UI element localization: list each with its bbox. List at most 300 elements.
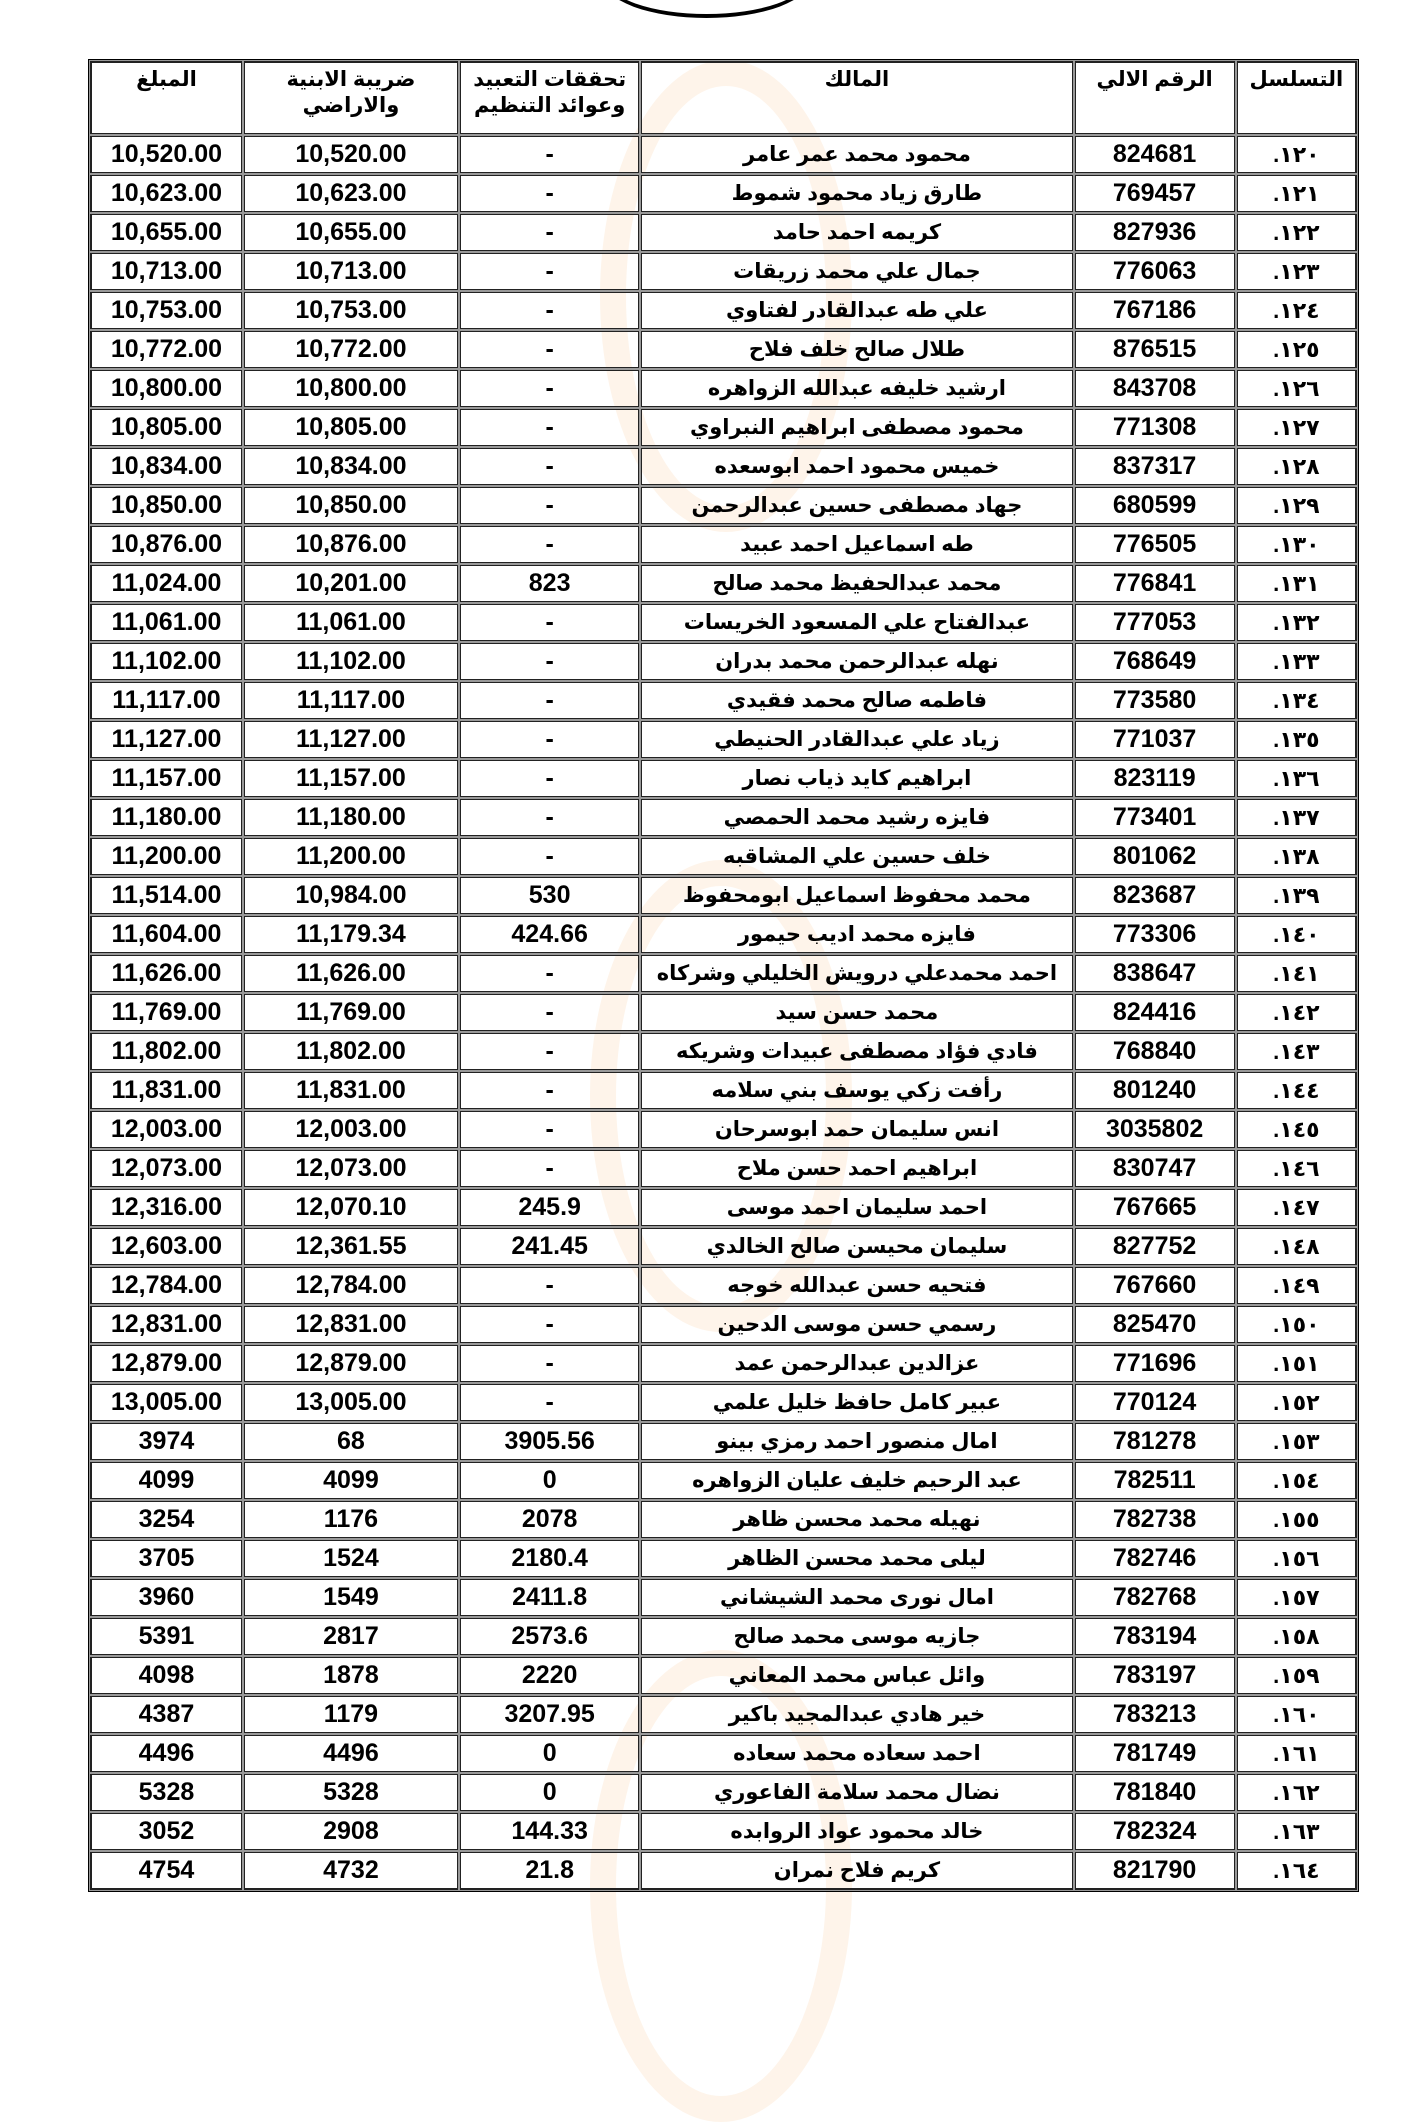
amount-cell: 10,713.00 [90,252,243,291]
table-row [90,174,1357,213]
table-row [90,525,1357,564]
tax-cell: 4732 [243,1851,459,1890]
tax-cell: 11,102.00 [243,642,459,681]
fees-cell: - [459,993,640,1032]
id-cell: 773580 [1074,681,1236,720]
fees-cell: - [459,486,640,525]
tax-cell: 12,003.00 [243,1110,459,1149]
amount-cell: 13,005.00 [90,1383,243,1422]
serial-cell: .١٦٢ [1236,1773,1357,1812]
fees-cell: 2078 [459,1500,640,1539]
amount-cell: 12,316.00 [90,1188,243,1227]
tax-cell: 11,769.00 [243,993,459,1032]
owner-cell: طلال صالح خلف فلاح [640,330,1073,369]
fees-cell: 2573.6 [459,1617,640,1656]
serial-cell: .١٦٠ [1236,1695,1357,1734]
owner-cell: طه اسماعيل احمد عبيد [640,525,1073,564]
serial-cell: .١٢٢ [1236,213,1357,252]
amount-cell: 11,802.00 [90,1032,243,1071]
owner-cell: طارق زياد محمود شموط [640,174,1073,213]
serial-cell: .١٢٣ [1236,252,1357,291]
id-cell: 768649 [1074,642,1236,681]
id-cell: 782324 [1074,1812,1236,1851]
owner-cell: جمال علي محمد زريقات [640,252,1073,291]
amount-cell: 12,003.00 [90,1110,243,1149]
fees-cell: - [459,1383,640,1422]
id-cell: 770124 [1074,1383,1236,1422]
amount-cell: 12,784.00 [90,1266,243,1305]
id-cell: 827936 [1074,213,1236,252]
amount-cell: 10,876.00 [90,525,243,564]
id-cell: 771308 [1074,408,1236,447]
amount-cell: 11,117.00 [90,681,243,720]
owner-cell: كريم فلاح نمران [640,1851,1073,1890]
table-row [90,1539,1357,1578]
tax-cell: 2817 [243,1617,459,1656]
amount-cell: 4754 [90,1851,243,1890]
header-serial: التسلسل [1236,61,1357,135]
amount-cell: 11,127.00 [90,720,243,759]
amount-cell: 11,024.00 [90,564,243,603]
owner-cell: احمد محمدعلي درويش الخليلي وشركاه [640,954,1073,993]
tax-cell: 10,772.00 [243,330,459,369]
amount-cell: 3960 [90,1578,243,1617]
tax-cell: 1524 [243,1539,459,1578]
amount-cell: 10,655.00 [90,213,243,252]
owner-cell: احمد سعاده محمد سعاده [640,1734,1073,1773]
fees-cell: - [459,447,640,486]
id-cell: 823687 [1074,876,1236,915]
fees-cell: - [459,1149,640,1188]
table-row [90,330,1357,369]
owner-cell: عبدالفتاح علي المسعود الخريسات [640,603,1073,642]
amount-cell: 3974 [90,1422,243,1461]
fees-cell: 144.33 [459,1812,640,1851]
tax-cell: 1549 [243,1578,459,1617]
fees-cell: - [459,1305,640,1344]
owner-cell: خير هادي عبدالمجيد باكير [640,1695,1073,1734]
table-row [90,1110,1357,1149]
tax-cell: 11,626.00 [243,954,459,993]
table-row [90,564,1357,603]
table-row [90,408,1357,447]
fees-cell: 241.45 [459,1227,640,1266]
tax-cell: 13,005.00 [243,1383,459,1422]
owner-cell: خلف حسين علي المشاقبه [640,837,1073,876]
serial-cell: .١٥٢ [1236,1383,1357,1422]
owner-cell: فايزه محمد اديب حيمور [640,915,1073,954]
tax-cell: 11,127.00 [243,720,459,759]
owner-cell: ابراهيم كايد ذياب نصار [640,759,1073,798]
owner-cell: نضال محمد سلامة الفاعوري [640,1773,1073,1812]
id-cell: 773401 [1074,798,1236,837]
fees-cell: - [459,642,640,681]
id-cell: 801062 [1074,837,1236,876]
id-cell: 782746 [1074,1539,1236,1578]
tax-cell: 11,180.00 [243,798,459,837]
id-cell: 776505 [1074,525,1236,564]
fees-cell: - [459,369,640,408]
id-cell: 876515 [1074,330,1236,369]
table-row [90,1617,1357,1656]
fees-cell: 3207.95 [459,1695,640,1734]
owner-cell: علي طه عبدالقادر لفتاوي [640,291,1073,330]
header-owner: المالك [640,61,1073,135]
tax-cell: 12,879.00 [243,1344,459,1383]
table-row [90,291,1357,330]
serial-cell: .١٢٤ [1236,291,1357,330]
amount-cell: 10,850.00 [90,486,243,525]
fees-cell: - [459,1344,640,1383]
serial-cell: .١٢٧ [1236,408,1357,447]
id-cell: 824681 [1074,135,1236,174]
fees-cell: 2220 [459,1656,640,1695]
owner-cell: امال نورى محمد الشيشاني [640,1578,1073,1617]
tax-cell: 4099 [243,1461,459,1500]
table-row [90,252,1357,291]
table-row [90,1773,1357,1812]
id-cell: 782768 [1074,1578,1236,1617]
amount-cell: 10,753.00 [90,291,243,330]
tax-cell: 11,200.00 [243,837,459,876]
fees-cell: - [459,291,640,330]
tax-cell: 12,831.00 [243,1305,459,1344]
serial-cell: .١٤٢ [1236,993,1357,1032]
fees-cell: 245.9 [459,1188,640,1227]
owner-cell: عزالدين عبدالرحمن عمد [640,1344,1073,1383]
fees-cell: 3905.56 [459,1422,640,1461]
serial-cell: .١٥٦ [1236,1539,1357,1578]
owner-cell: زياد علي عبدالقادر الحنيطي [640,720,1073,759]
serial-cell: .١٣٢ [1236,603,1357,642]
table-row [90,1266,1357,1305]
owner-cell: فتحيه حسن عبدالله خوجه [640,1266,1073,1305]
tax-cell: 68 [243,1422,459,1461]
tax-table [88,59,1359,1892]
serial-cell: .١٢٠ [1236,135,1357,174]
fees-cell: - [459,408,640,447]
id-cell: 768840 [1074,1032,1236,1071]
table-row [90,681,1357,720]
amount-cell: 11,200.00 [90,837,243,876]
table-row [90,1422,1357,1461]
id-cell: 777053 [1074,603,1236,642]
fees-cell: - [459,174,640,213]
serial-cell: .١٥١ [1236,1344,1357,1383]
amount-cell: 11,604.00 [90,915,243,954]
fees-cell: - [459,759,640,798]
tax-cell: 12,073.00 [243,1149,459,1188]
table-row [90,1227,1357,1266]
owner-cell: عبد الرحيم خليف عليان الزواهره [640,1461,1073,1500]
id-cell: 769457 [1074,174,1236,213]
amount-cell: 11,514.00 [90,876,243,915]
id-cell: 771037 [1074,720,1236,759]
owner-cell: كريمه احمد حامد [640,213,1073,252]
serial-cell: .١٣٨ [1236,837,1357,876]
id-cell: 830747 [1074,1149,1236,1188]
id-cell: 783213 [1074,1695,1236,1734]
header-fees: تحققات التعبيد وعوائد التنظيم [459,61,640,135]
tax-cell: 10,834.00 [243,447,459,486]
tax-cell: 10,623.00 [243,174,459,213]
tax-cell: 1179 [243,1695,459,1734]
id-cell: 3035802 [1074,1110,1236,1149]
amount-cell: 11,180.00 [90,798,243,837]
table-row [90,759,1357,798]
amount-cell: 3052 [90,1812,243,1851]
amount-cell: 10,805.00 [90,408,243,447]
owner-cell: ليلى محمد محسن الظاهر [640,1539,1073,1578]
owner-cell: ابراهيم احمد حسن ملاح [640,1149,1073,1188]
owner-cell: محمد محفوظ اسماعيل ابومحفوظ [640,876,1073,915]
owner-cell: سليمان محيسن صالح الخالدي [640,1227,1073,1266]
serial-cell: .١٥٠ [1236,1305,1357,1344]
owner-cell: جازيه موسى محمد صالح [640,1617,1073,1656]
serial-cell: .١٤٨ [1236,1227,1357,1266]
fees-cell: - [459,720,640,759]
serial-cell: .١٣٥ [1236,720,1357,759]
serial-cell: .١٥٥ [1236,1500,1357,1539]
fees-cell: - [459,798,640,837]
owner-cell: انس سليمان حمد ابوسرحان [640,1110,1073,1149]
tax-cell: 12,784.00 [243,1266,459,1305]
amount-cell: 10,520.00 [90,135,243,174]
fees-cell: 2411.8 [459,1578,640,1617]
table-row [90,135,1357,174]
table-row [90,1851,1357,1890]
table-row [90,837,1357,876]
table-row [90,1305,1357,1344]
serial-cell: .١٤٩ [1236,1266,1357,1305]
owner-cell: محمد حسن سيد [640,993,1073,1032]
amount-cell: 5328 [90,1773,243,1812]
tax-cell: 5328 [243,1773,459,1812]
amount-cell: 4387 [90,1695,243,1734]
table-row [90,1383,1357,1422]
owner-cell: محمود محمد عمر عامر [640,135,1073,174]
owner-cell: وائل عباس محمد المعاني [640,1656,1073,1695]
tax-cell: 11,831.00 [243,1071,459,1110]
tax-cell: 10,655.00 [243,213,459,252]
amount-cell: 10,623.00 [90,174,243,213]
tax-cell: 10,753.00 [243,291,459,330]
table-row [90,1578,1357,1617]
serial-cell: .١٥٤ [1236,1461,1357,1500]
tax-cell: 11,802.00 [243,1032,459,1071]
fees-cell: - [459,213,640,252]
amount-cell: 11,102.00 [90,642,243,681]
top-arc-decoration [603,0,810,18]
serial-cell: .١٤٣ [1236,1032,1357,1071]
tax-cell: 1878 [243,1656,459,1695]
fees-cell: - [459,135,640,174]
serial-cell: .١٣٩ [1236,876,1357,915]
amount-cell: 10,834.00 [90,447,243,486]
fees-cell: 424.66 [459,915,640,954]
table-row [90,954,1357,993]
table-row [90,213,1357,252]
table-row [90,1149,1357,1188]
table-row [90,1071,1357,1110]
serial-cell: .١٢١ [1236,174,1357,213]
amount-cell: 4496 [90,1734,243,1773]
id-cell: 823119 [1074,759,1236,798]
id-cell: 781840 [1074,1773,1236,1812]
tax-cell: 10,850.00 [243,486,459,525]
table-row [90,1812,1357,1851]
serial-cell: .١٣٣ [1236,642,1357,681]
id-cell: 782738 [1074,1500,1236,1539]
id-cell: 843708 [1074,369,1236,408]
owner-cell: خميس محمود احمد ابوسعده [640,447,1073,486]
amount-cell: 12,831.00 [90,1305,243,1344]
table-row [90,1032,1357,1071]
serial-cell: .١٥٩ [1236,1656,1357,1695]
table-row [90,1500,1357,1539]
table-row [90,1734,1357,1773]
id-cell: 776063 [1074,252,1236,291]
fees-cell: - [459,837,640,876]
owner-cell: امال منصور احمد رمزي بينو [640,1422,1073,1461]
serial-cell: .١٦١ [1236,1734,1357,1773]
serial-cell: .١٣٦ [1236,759,1357,798]
tax-cell: 11,117.00 [243,681,459,720]
fees-cell: - [459,330,640,369]
serial-cell: .١٣٠ [1236,525,1357,564]
amount-cell: 12,879.00 [90,1344,243,1383]
table-row [90,1188,1357,1227]
fees-cell: - [459,252,640,291]
amount-cell: 11,157.00 [90,759,243,798]
owner-cell: رسمي حسن موسى الدحين [640,1305,1073,1344]
owner-cell: عبير كامل حافظ خليل علمي [640,1383,1073,1422]
id-cell: 776841 [1074,564,1236,603]
table-row [90,915,1357,954]
id-cell: 837317 [1074,447,1236,486]
table-row [90,486,1357,525]
id-cell: 680599 [1074,486,1236,525]
id-cell: 827752 [1074,1227,1236,1266]
table-row [90,1344,1357,1383]
serial-cell: .١٢٦ [1236,369,1357,408]
fees-cell: - [459,525,640,564]
table-row [90,876,1357,915]
owner-cell: نهيله محمد محسن ظاهر [640,1500,1073,1539]
id-cell: 821790 [1074,1851,1236,1890]
table-row [90,642,1357,681]
serial-cell: .١٣٤ [1236,681,1357,720]
owner-cell: جهاد مصطفى حسين عبدالرحمن [640,486,1073,525]
table-row [90,447,1357,486]
table-row [90,369,1357,408]
amount-cell: 11,061.00 [90,603,243,642]
fees-cell: 2180.4 [459,1539,640,1578]
owner-cell: فايزه رشيد محمد الحمصي [640,798,1073,837]
id-cell: 767660 [1074,1266,1236,1305]
table-body [90,135,1357,1890]
amount-cell: 10,800.00 [90,369,243,408]
tax-cell: 12,361.55 [243,1227,459,1266]
fees-cell: 0 [459,1734,640,1773]
amount-cell: 11,769.00 [90,993,243,1032]
id-cell: 801240 [1074,1071,1236,1110]
owner-cell: خالد محمود عواد الروابده [640,1812,1073,1851]
fees-cell: - [459,1071,640,1110]
serial-cell: .١٤١ [1236,954,1357,993]
owner-cell: فادي فؤاد مصطفى عبيدات وشريكه [640,1032,1073,1071]
fees-cell: - [459,1110,640,1149]
fees-cell: 0 [459,1773,640,1812]
amount-cell: 11,626.00 [90,954,243,993]
fees-cell: - [459,681,640,720]
serial-cell: .١٣١ [1236,564,1357,603]
serial-cell: .١٢٥ [1236,330,1357,369]
table-header-row [90,61,1357,135]
id-cell: 773306 [1074,915,1236,954]
tax-cell: 11,157.00 [243,759,459,798]
serial-cell: .١٦٣ [1236,1812,1357,1851]
header-amount: المبلغ [90,61,243,135]
id-cell: 771696 [1074,1344,1236,1383]
fees-cell: 21.8 [459,1851,640,1890]
fees-cell: 0 [459,1461,640,1500]
serial-cell: .١٥٧ [1236,1578,1357,1617]
amount-cell: 4099 [90,1461,243,1500]
amount-cell: 4098 [90,1656,243,1695]
id-cell: 767665 [1074,1188,1236,1227]
tax-cell: 10,805.00 [243,408,459,447]
serial-cell: .١٦٤ [1236,1851,1357,1890]
fees-cell: 530 [459,876,640,915]
id-cell: 825470 [1074,1305,1236,1344]
amount-cell: 12,073.00 [90,1149,243,1188]
tax-cell: 12,070.10 [243,1188,459,1227]
serial-cell: .١٤٦ [1236,1149,1357,1188]
owner-cell: محمد عبدالحفيظ محمد صالح [640,564,1073,603]
id-cell: 781278 [1074,1422,1236,1461]
tax-cell: 10,713.00 [243,252,459,291]
tax-cell: 11,061.00 [243,603,459,642]
tax-cell: 11,179.34 [243,915,459,954]
id-cell: 767186 [1074,291,1236,330]
serial-cell: .١٤٤ [1236,1071,1357,1110]
amount-cell: 3705 [90,1539,243,1578]
tax-cell: 10,984.00 [243,876,459,915]
fees-cell: - [459,1032,640,1071]
id-cell: 781749 [1074,1734,1236,1773]
owner-cell: رأفت زكي يوسف بني سلامه [640,1071,1073,1110]
fees-cell: - [459,1266,640,1305]
serial-cell: .١٢٩ [1236,486,1357,525]
owner-cell: محمود مصطفى ابراهيم النبراوي [640,408,1073,447]
tax-cell: 1176 [243,1500,459,1539]
fees-cell: - [459,954,640,993]
table-row [90,798,1357,837]
tax-cell: 4496 [243,1734,459,1773]
serial-cell: .١٢٨ [1236,447,1357,486]
serial-cell: .١٣٧ [1236,798,1357,837]
header-id: الرقم الالي [1074,61,1236,135]
table-row [90,993,1357,1032]
table-row [90,1656,1357,1695]
table-row [90,1695,1357,1734]
id-cell: 782511 [1074,1461,1236,1500]
header-tax: ضريبة الابنية والاراضي [243,61,459,135]
id-cell: 783194 [1074,1617,1236,1656]
tax-cell: 10,800.00 [243,369,459,408]
serial-cell: .١٥٨ [1236,1617,1357,1656]
